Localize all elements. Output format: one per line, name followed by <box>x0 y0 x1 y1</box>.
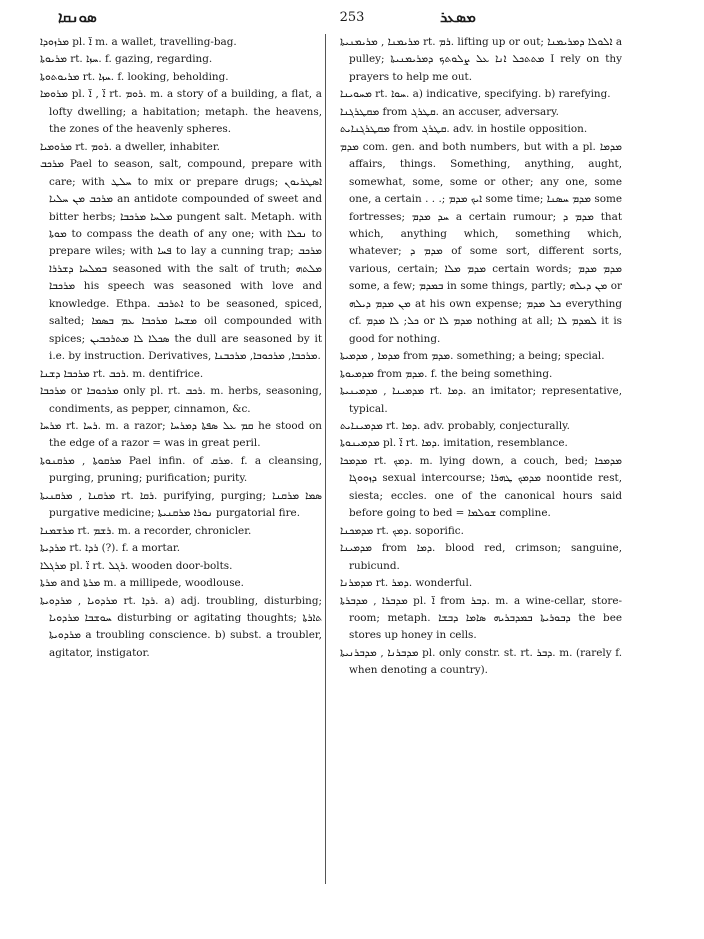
dictionary-entry: ܡܪܘܡܝܐ rt. ܪܘܡ. a dweller, inhabiter. <box>40 140 220 153</box>
dictionary-entry: ܡܩܛܪܓܢܐ from ܩܛܪܓ. an accuser, adversary. <box>340 105 559 118</box>
dictionary-entry: ܡܕܡܝܢܐܝܬ rt. ܕܡܐ. adv. probably, conjecturally. <box>340 419 570 432</box>
dictionary-entry: ܡܪܕܘܝܐ , ܡܪܕܘܝܬܐ rt. ܪܕܐ. a) adj. troubling, disturbing; ܚܘܫܒܐ ܡܪܕܘܝܐ disturbing or agitating thoughts; ܬܐܪܬܐ ܡܪܕܘܝܬܐ a troubling conscience. b) subst. a troubler, agitator, instigator. <box>40 594 323 659</box>
dictionary-entry: ܡܕܡ com. gen. and both numbers, but with a pl. ܡܕܡܐ affairs, things. Something, anything, aught, somewhat, some, some or other; any one, some one, a certain . . .; ܐܝܟ ܡܕܡ some time; ܡܕܡ ܚܣܢܐ some fortresses; ܚܕ ܡܕܡ a certain rumour; ܡܕܡ ܕ that which, anything which, something which, whatever; ܡܕܡ ܕ of some sort, different sorts, various, certain; ܡܕܡ ܡܠܐ certain words; ܡܕܡ ܡܕܡ some, a few; ܒܡܕܡ in some things, partly; ܡܢ ܕܝܠܗ or ܡܢ ܡܕܡ ܕܝܠܗ at his own expense; ܟܠ ܡܕܡ everything cf. ܟܠ; ܠܐ ܡܕܡ or ܡܕܡ ܠܐ nothing at all; ܠܡܕܡ ܠܐ it is good for nothing. <box>340 140 623 345</box>
dictionary-entry: ܡܪܟܒ Pael to season, salt, compound, prepare with care; with ܚܠܛ to mix or prepare drugs; ܐܣܛܪܝܘܢ ܡܪܟܒ ܡܢ ܚܠܝܐ an antidote compounded of sweet and bitter herbs; ܡܠܚܐ ܡܪܟܒܐ pungent salt. Metaph. with ܡܘܬܐ to compass the death of any one; with ܢܟܠܐ to prepare wiles; with ܦܚܐ to lay a cunning trap; ܡܪܟܒ ܒܡܠܚܐ ܕܫܪܪܐ seasoned with the salt of truth; ܡܠܬܗ ܡܪܟܒܐ his speech was seasoned with love and knowledge. Ethpa. ܐܬܪܟܒ to be seasoned, spiced, salted; ܡܫܚܐ ܡܪܟܒܐ ܥܡ ܒܣܡܐ oil compounded with spices; ܣܟܠܐ ܠܐ ܡܬܪܟܒܝܢ the dull are seasoned by it i.e. by instruction. Derivatives, ܡܪܟܒܐ, ܡܪܟܘܒܐ, ܡܪܟܒܢܐ. <box>40 158 322 363</box>
dictionary-entry: ܡܪܩܘܬܐ , ܡܪܩܢܘܬܐ Pael infin. of ܡܪܩ. f. a cleansing, purging, pruning; purification; purity. <box>40 454 322 485</box>
dictionary-entry: ܡܚܘܝܢܐ rt. ܚܘܐ. a) indicative, specifying. b) rarefying. <box>340 88 611 101</box>
dictionary-entry: ܡܕܡܟܐ rt. ܕܡܟ. m. lying down, a couch, bed; ܡܕܡܟܐ ܕܙܘܘܓܐ sexual intercourse; ܡܕܡܟ ܛܗܪܐ noontide rest, siesta; eccles. one of the canonical hours said before going to bed = ܫܘܠܡܐ compline. <box>340 454 623 520</box>
left-column <box>40 34 322 662</box>
dictionary-entry: ܡܕܡܝܢܐ , ܡܕܡܝܢܝܬܐ rt. ܕܡܐ. an imitator; representative, typical. <box>340 385 622 415</box>
dictionary-entry: ܡܪܕܝܬܐ rt. ܪܕܐ (?). f. a mortar. <box>40 542 181 555</box>
page-header <box>0 8 704 30</box>
dictionary-entry: ܡܕܡܪܢܐ rt. ܕܡܪ. wonderful. <box>340 577 473 590</box>
dictionary-entry: ܡܪܙܘܕܐ pl. ܐ̈ m. a wallet, travelling-bag. <box>40 36 237 48</box>
dictionary-entry: ܡܪܓܠܐ pl. ܐ̈ rt. ܪܓܠ. wooden door-bolts. <box>40 559 233 572</box>
dictionary-entry: ܡܪܟܒܐ or ܡܪܟܘܒܐ only pl. rt. ܪܟܒ. m. herbs, seasoning, condiments, as pepper, cinnamon, &c. <box>40 385 322 415</box>
dictionary-entry: ܡܕܡܐ , ܡܕܡܝܬܐ from ܡܕܡ. something; a being; special. <box>340 350 605 363</box>
dictionary-entry: ܡܪܬܐ and ܡܪܬܐ m. a millipede, woodlouse. <box>40 577 244 590</box>
dictionary-entry: ܡܕܡܝܘܬܐ from ܡܕܡ. f. the being something. <box>340 367 553 380</box>
page-number: 253 <box>339 10 365 25</box>
column-divider <box>325 34 326 884</box>
dictionary-entry: ܡܪܝܡܢܐ , ܡܪܝܡܢܝܬܐ rt. ܪܡ. lifting up or out; ܐܠܘܠܐ ܕܡܪܝܡܢܐ a pulley; ܡܬܬܟܠ ܐܢܐ ܥܠ ܨܠܘܬܟ ܕܡܪܝܡܢܝܬܐ I rely on thy prayers to help me out. <box>340 36 623 83</box>
dictionary-entry: ܡܩܛܪܓܢܐܝܬ from ܩܛܪܓ. adv. in hostile opposition. <box>340 123 588 136</box>
header-right-word: ܡܣܥܪ <box>440 8 476 26</box>
dictionary-entry: ܡܪܟܒܐ ܕܫܢܐ rt. ܪܟܒ. m. dentifrice. <box>40 367 204 380</box>
dictionary-entry: ܡܪܚܐ rt. ܪܚܐ. m. a razor; ܩܡ ܥܠ ܣܦܬܐ ܕܡܪܚܐ he stood on the edge of a razor = was in great peril. <box>40 419 322 450</box>
dictionary-entry: ܡܪܫܡܢܐ rt. ܪܫܡ. m. a recorder, chronicler. <box>40 524 252 537</box>
dictionary-entry: ܡܕܒܪܢܐ , ܡܕܒܪܢܝܬܐ pl. only constr. st. rt. ܕܒܪ. m. (rarely f. when denoting a country). <box>340 646 623 677</box>
dictionary-entry: ܡܪܝܘܬܘܬܐ rt. ܚܙܐ. f. looking, beholding. <box>40 70 229 83</box>
right-column <box>340 34 622 680</box>
dictionary-entry: ܡܪܝܘܬܐ rt. ܚܙܐ. f. gazing, regarding. <box>40 53 213 66</box>
dictionary-entry: ܡܕܡܝܢܘܬܐ pl. ܐ̈ rt. ܕܡܐ. imitation, resemblance. <box>340 437 568 450</box>
dictionary-entry: ܡܪܩܢܐ , ܡܪܩܢܝܬܐ rt. ܪܩܐ. purifying, purging; ܣܡܐ ܡܪܩܢܐ purgative medicine; ܢܘܪܐ ܡܪܩܢܝܬܐ purgatorial fire. <box>40 489 322 520</box>
dictionary-entry: ܡܕܡܝܢܐ from ܕܡܐ. blood red, crimson; sanguine, rubicund. <box>340 542 623 572</box>
dictionary-entry: ܡܪܘܡܐ pl. ܐ̈ , ܐ̈ rt. ܪܘܡ. m. a story of a building, a flat, a lofty dwelling; a habitation; metaph. the heavens, the zones of the heavenly spheres. <box>40 88 322 136</box>
dictionary-entry: ܡܕܡܟܢܐ rt. ܕܡܟ. soporific. <box>340 524 464 537</box>
header-left-word: ܣܘܢܩܐ <box>58 8 97 26</box>
dictionary-entry: ܡܕܒܪܐ , ܡܕܒܪܬܐ pl. ܐ̈ from ܕܒܪ. m. a wine-cellar, store-room; metaph. ܕܒܘܪܝܬܐ ܒܡܕܒܪܝܗ ܣܐܡܐ ܕܒܫܐ the bee stores up honey in cells. <box>340 594 622 642</box>
